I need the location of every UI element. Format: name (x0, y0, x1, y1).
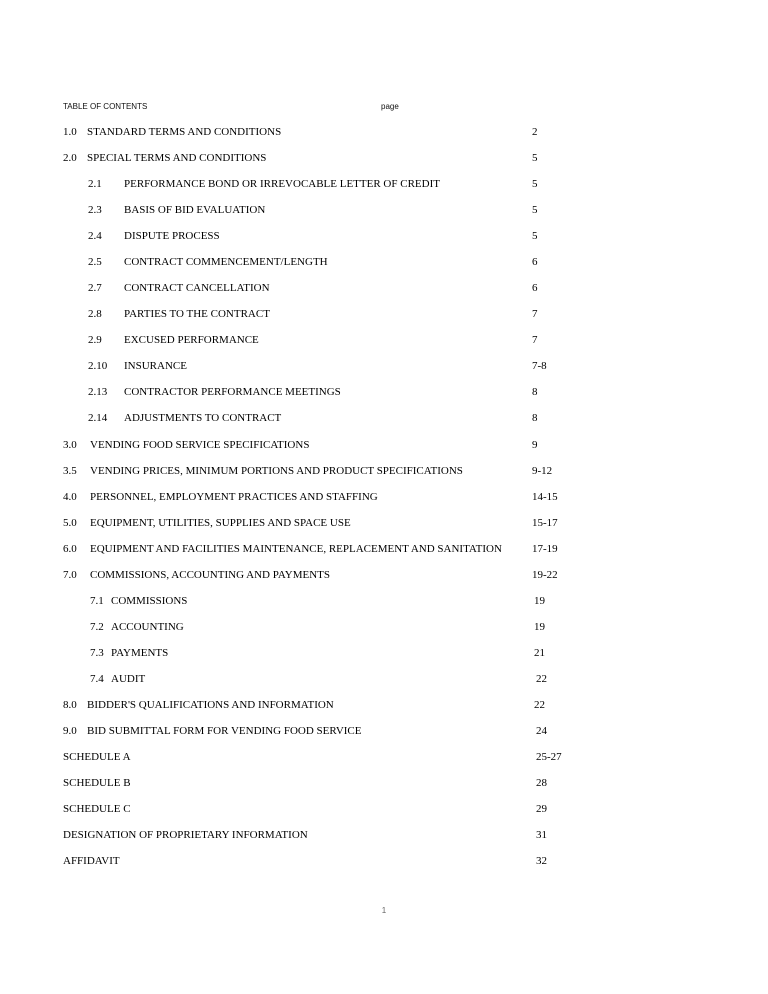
toc-entry (0, 541, 768, 557)
toc-entry (0, 619, 768, 635)
entry-title: DESIGNATION OF PROPRIETARY INFORMATION (63, 829, 308, 841)
entry-number: 2.14 (88, 412, 108, 424)
toc-entry (0, 254, 768, 270)
entry-page: 2 (532, 126, 538, 138)
entry-number: 2.3 (88, 204, 102, 216)
entry-number: 7.2 (90, 621, 104, 633)
entry-title: SPECIAL TERMS AND CONDITIONS (87, 152, 267, 164)
entry-page: 5 (532, 152, 538, 164)
entry-number: 2.7 (88, 282, 102, 294)
entry-page: 17-19 (532, 543, 558, 555)
entry-number: 2.1 (88, 178, 102, 190)
entry-page: 7 (532, 308, 538, 320)
toc-entry (0, 202, 768, 218)
entry-title: BID SUBMITTAL FORM FOR VENDING FOOD SERVICE (87, 725, 362, 737)
entry-number: 3.5 (63, 465, 77, 477)
entry-title: COMMISSIONS (111, 595, 188, 607)
entry-number: 9.0 (63, 725, 77, 737)
entry-title: BIDDER'S QUALIFICATIONS AND INFORMATION (87, 699, 334, 711)
entry-page: 5 (532, 204, 538, 216)
toc-entry (0, 515, 768, 531)
entry-page: 7 (532, 334, 538, 346)
toc-entry (0, 150, 768, 166)
entry-page: 15-17 (532, 517, 558, 529)
entry-title: INSURANCE (124, 360, 187, 372)
entry-number: 4.0 (63, 491, 77, 503)
entry-page: 25-27 (536, 751, 562, 763)
page-number: 1 (381, 906, 387, 915)
entry-number: 2.4 (88, 230, 102, 242)
toc-entry (0, 775, 768, 791)
toc-entry (0, 437, 768, 453)
toc-entry (0, 410, 768, 426)
entry-title: PAYMENTS (111, 647, 169, 659)
entry-number: 2.5 (88, 256, 102, 268)
entry-page: 22 (536, 673, 547, 685)
entry-title: EQUIPMENT, UTILITIES, SUPPLIES AND SPACE USE (90, 517, 351, 529)
entry-page: 7-8 (532, 360, 547, 372)
entry-title: EXCUSED PERFORMANCE (124, 334, 259, 346)
entry-number: 7.4 (90, 673, 104, 685)
toc-entry (0, 697, 768, 713)
entry-title: ACCOUNTING (111, 621, 184, 633)
entry-number: 7.1 (90, 595, 104, 607)
toc-entry (0, 567, 768, 583)
toc-entry (0, 801, 768, 817)
toc-entry (0, 124, 768, 140)
entry-number: 8.0 (63, 699, 77, 711)
entry-page: 31 (536, 829, 547, 841)
toc-entry (0, 593, 768, 609)
entry-page: 24 (536, 725, 547, 737)
entry-title: SCHEDULE C (63, 803, 131, 815)
page-column-heading: page (381, 102, 399, 111)
entry-page: 9-12 (532, 465, 553, 477)
entry-title: BASIS OF BID EVALUATION (124, 204, 266, 216)
entry-title: CONTRACTOR PERFORMANCE MEETINGS (124, 386, 341, 398)
entry-page: 8 (532, 386, 538, 398)
entry-title: AUDIT (111, 673, 146, 685)
entry-title: VENDING FOOD SERVICE SPECIFICATIONS (90, 439, 310, 451)
entry-page: 5 (532, 178, 538, 190)
entry-page: 14-15 (532, 491, 558, 503)
entry-page: 32 (536, 855, 547, 867)
entry-page: 22 (534, 699, 545, 711)
toc-entry (0, 723, 768, 739)
toc-entry (0, 228, 768, 244)
entry-page: 19-22 (532, 569, 558, 581)
entry-page: 6 (532, 256, 538, 268)
toc-entry (0, 489, 768, 505)
toc-entry (0, 827, 768, 843)
toc-heading: TABLE OF CONTENTS (63, 102, 148, 111)
entry-title: PARTIES TO THE CONTRACT (124, 308, 270, 320)
entry-number: 7.3 (90, 647, 104, 659)
entry-number: 7.0 (63, 569, 77, 581)
entry-number: 2.13 (88, 386, 108, 398)
entry-title: SCHEDULE A (63, 751, 131, 763)
entry-number: 2.10 (88, 360, 108, 372)
toc-entry (0, 306, 768, 322)
entry-page: 8 (532, 412, 538, 424)
entry-page: 9 (532, 439, 538, 451)
entry-number: 2.0 (63, 152, 77, 164)
entry-title: ADJUSTMENTS TO CONTRACT (124, 412, 282, 424)
entry-title: COMMISSIONS, ACCOUNTING AND PAYMENTS (90, 569, 331, 581)
toc-entry (0, 358, 768, 374)
toc-entry (0, 853, 768, 869)
entry-number: 3.0 (63, 439, 77, 451)
entry-page: 29 (536, 803, 547, 815)
entry-title: DISPUTE PROCESS (124, 230, 220, 242)
entry-number: 6.0 (63, 543, 77, 555)
toc-entry (0, 332, 768, 348)
entry-title: PERFORMANCE BOND OR IRREVOCABLE LETTER OF CREDIT (124, 178, 440, 190)
entry-page: 19 (534, 621, 545, 633)
toc-entry (0, 176, 768, 192)
entry-page: 28 (536, 777, 547, 789)
entry-title: CONTRACT COMMENCEMENT/LENGTH (124, 256, 328, 268)
entry-number: 1.0 (63, 126, 77, 138)
toc-entry (0, 463, 768, 479)
toc-entry (0, 671, 768, 687)
toc-entry (0, 384, 768, 400)
entry-number: 5.0 (63, 517, 77, 529)
entry-title: CONTRACT CANCELLATION (124, 282, 270, 294)
entry-number: 2.8 (88, 308, 102, 320)
entry-number: 2.9 (88, 334, 102, 346)
entry-title: AFFIDAVIT (63, 855, 120, 867)
entry-title: STANDARD TERMS AND CONDITIONS (87, 126, 282, 138)
entry-page: 21 (534, 647, 545, 659)
entry-page: 5 (532, 230, 538, 242)
entry-page: 19 (534, 595, 545, 607)
entry-title: SCHEDULE B (63, 777, 131, 789)
entry-page: 6 (532, 282, 538, 294)
entry-title: EQUIPMENT AND FACILITIES MAINTENANCE, REPLACEMENT AND SANITATION (90, 543, 502, 555)
entry-title: PERSONNEL, EMPLOYMENT PRACTICES AND STAFFING (90, 491, 378, 503)
toc-entry (0, 645, 768, 661)
toc-entry (0, 280, 768, 296)
entry-title: VENDING PRICES, MINIMUM PORTIONS AND PRODUCT SPECIFICATIONS (90, 465, 463, 477)
toc-entry (0, 749, 768, 765)
